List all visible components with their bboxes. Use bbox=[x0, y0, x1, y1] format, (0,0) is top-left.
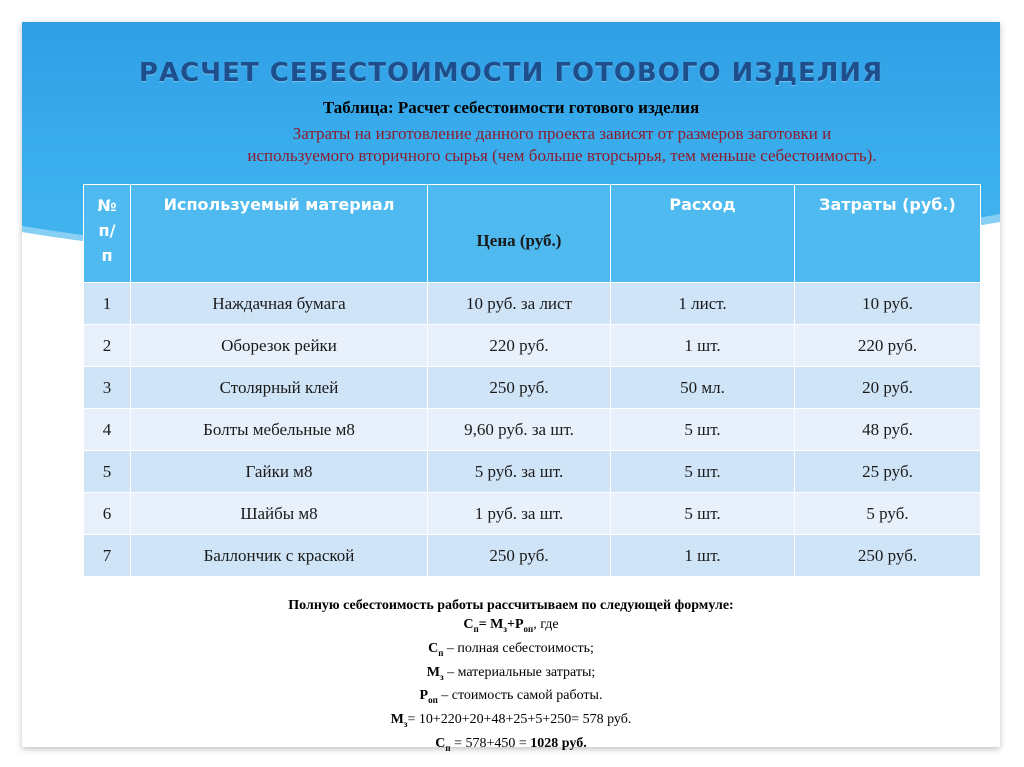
cell-usage: 50 мл. bbox=[611, 367, 795, 409]
cell-material: Оборезок рейки bbox=[131, 325, 428, 367]
formula-block bbox=[22, 596, 1000, 758]
cell-number: 2 bbox=[84, 325, 131, 367]
table-header-row bbox=[84, 185, 981, 283]
formula-line: $М_з$ – материальные затраты; bbox=[426, 664, 596, 682]
header-usage: Расход bbox=[611, 185, 795, 283]
cell-usage: 1 шт. bbox=[611, 535, 795, 577]
cell-usage: 1 лист. bbox=[611, 283, 795, 325]
slide bbox=[22, 22, 1000, 753]
cell-price: 9,60 руб. за шт. bbox=[428, 409, 611, 451]
table-caption: Таблица: Расчет себестоимости готового изделия bbox=[322, 98, 700, 117]
header-material: Используемый материал bbox=[131, 185, 428, 283]
cost-table bbox=[83, 184, 981, 577]
cell-material: Гайки м8 bbox=[131, 451, 428, 493]
table-row bbox=[84, 493, 981, 535]
description-line: используемого вторичного сырья (чем больше вторсырья, тем меньше себестоимость). bbox=[247, 146, 877, 165]
formula-line: $С_п = 578+450 = 1028$ руб. bbox=[435, 735, 587, 753]
cell-price: 250 руб. bbox=[428, 367, 611, 409]
formula-intro: Полную себестоимость работы рассчитываем по следующей формуле: bbox=[288, 598, 734, 613]
cell-cost: 250 руб. bbox=[795, 535, 981, 577]
cell-material: Наждачная бумага bbox=[131, 283, 428, 325]
table-row bbox=[84, 367, 981, 409]
cell-cost: 5 руб. bbox=[795, 493, 981, 535]
header-price: Цена (руб.) bbox=[428, 185, 611, 283]
cell-number: 5 bbox=[84, 451, 131, 493]
cell-usage: 5 шт. bbox=[611, 451, 795, 493]
cell-number: 7 bbox=[84, 535, 131, 577]
description bbox=[182, 123, 942, 167]
cell-usage: 5 шт. bbox=[611, 409, 795, 451]
header-number: № п/ п bbox=[84, 185, 131, 283]
formula-line: $С_п= М_з+Р_{оп}$, где bbox=[463, 617, 559, 634]
cell-price: 1 руб. за шт. bbox=[428, 493, 611, 535]
formula-line: $С_п$ – полная себестоимость; bbox=[428, 640, 594, 658]
cell-cost: 220 руб. bbox=[795, 325, 981, 367]
cell-material: Столярный клей bbox=[131, 367, 428, 409]
cell-cost: 48 руб. bbox=[795, 409, 981, 451]
cell-price: 10 руб. за лист bbox=[428, 283, 611, 325]
description-line: Затраты на изготовление данного проекта зависят от размеров заготовки и bbox=[292, 124, 832, 143]
cell-price: 220 руб. bbox=[428, 325, 611, 367]
table-row bbox=[84, 325, 981, 367]
cell-price: 5 руб. за шт. bbox=[428, 451, 611, 493]
cell-number: 4 bbox=[84, 409, 131, 451]
cell-material: Болты мебельные м8 bbox=[131, 409, 428, 451]
cell-price: 250 руб. bbox=[428, 535, 611, 577]
cell-material: Баллончик с краской bbox=[131, 535, 428, 577]
cell-number: 3 bbox=[84, 367, 131, 409]
cell-cost: 25 руб. bbox=[795, 451, 981, 493]
page-title: РАСЧЕТ СЕБЕСТОИМОСТИ ГОТОВОГО ИЗДЕЛИЯ bbox=[138, 58, 884, 88]
table-row bbox=[84, 283, 981, 325]
header-cost: Затраты (руб.) bbox=[795, 185, 981, 283]
cell-cost: 20 руб. bbox=[795, 367, 981, 409]
cell-number: 6 bbox=[84, 493, 131, 535]
table-row bbox=[84, 451, 981, 493]
cell-cost: 10 руб. bbox=[795, 283, 981, 325]
cell-usage: 5 шт. bbox=[611, 493, 795, 535]
cell-usage: 1 шт. bbox=[611, 325, 795, 367]
cell-number: 1 bbox=[84, 283, 131, 325]
formula-line: $Р_{оп}$ – стоимость самой работы. bbox=[419, 688, 603, 706]
table-row bbox=[84, 409, 981, 451]
formula-line: $М_з= 10+220+20+48+25+5+250= 578$ руб. bbox=[390, 712, 632, 729]
table-row bbox=[84, 535, 981, 577]
cell-material: Шайбы м8 bbox=[131, 493, 428, 535]
